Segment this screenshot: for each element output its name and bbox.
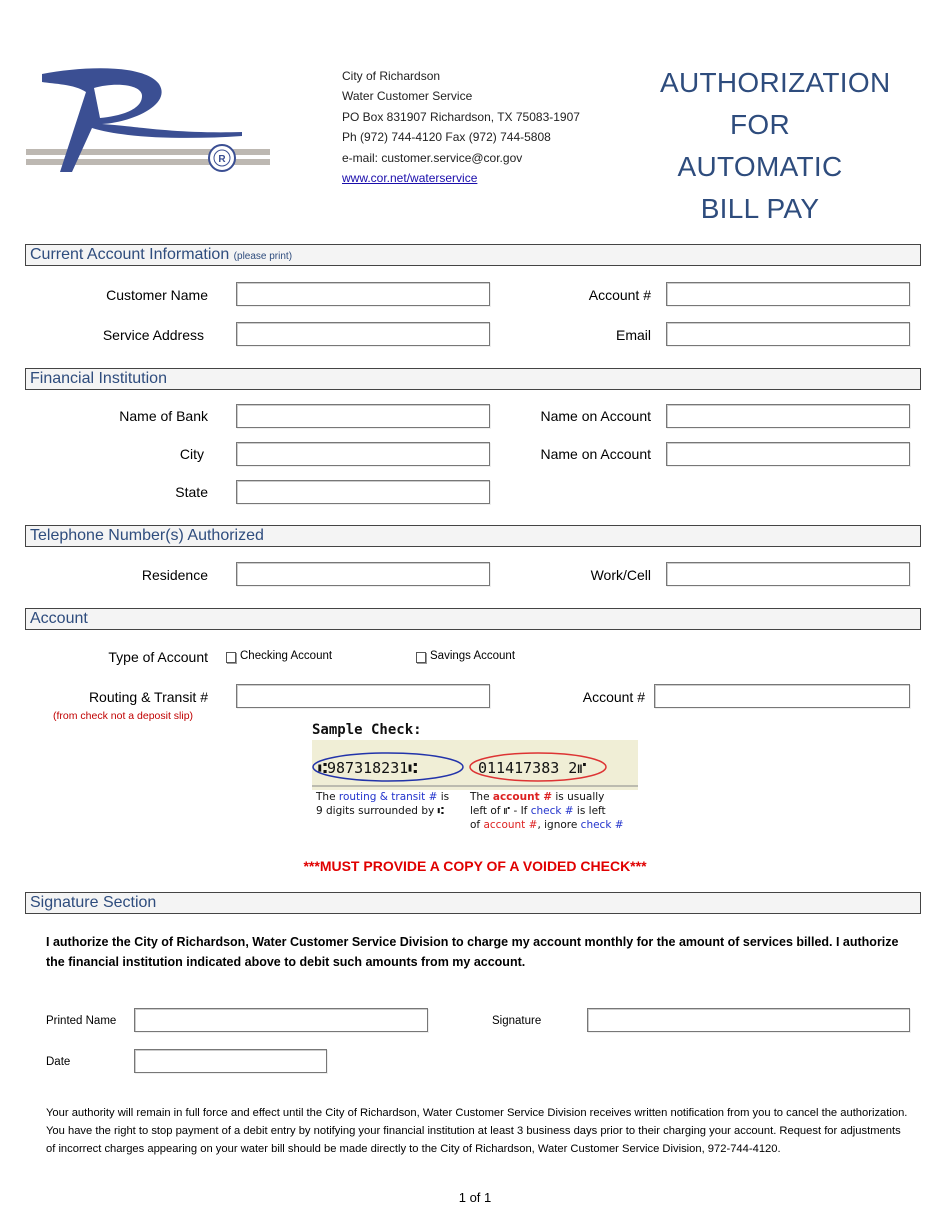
name-on-account-label-2: Name on Account xyxy=(540,446,651,462)
section-signature xyxy=(25,892,921,914)
signature-label: Signature xyxy=(492,1015,542,1027)
account-caption-2: left of ⑈ - If check # is left xyxy=(470,805,606,817)
email-label: Email xyxy=(615,327,651,343)
svg-text:R: R xyxy=(218,154,226,165)
name-on-account-input-1[interactable] xyxy=(666,404,910,428)
section-telephone-title: Telephone Number(s) Authorized xyxy=(30,527,264,544)
form-title xyxy=(660,62,891,230)
state-input[interactable] xyxy=(236,480,490,504)
voided-check-warning: ***MUST PROVIDE A COPY OF A VOIDED CHECK*** xyxy=(303,858,647,874)
please-print-note: (please print) xyxy=(233,251,293,262)
checking-account-label: Checking Account xyxy=(240,650,333,662)
email-address: e-mail: customer.service@cor.gov xyxy=(342,150,523,165)
bank-name-input[interactable] xyxy=(236,404,490,428)
routing-caption-2: 9 digits surrounded by ⑆ xyxy=(316,805,444,817)
city-of-richardson-logo xyxy=(24,62,274,177)
website-link[interactable]: www.cor.net/waterservice xyxy=(342,171,478,186)
section-current-account-title: Current Account Information xyxy=(30,246,230,263)
title-line-2: FOR AUTOMATIC xyxy=(677,109,843,182)
sample-check-image xyxy=(310,720,640,835)
state-label: State xyxy=(175,484,208,500)
bank-account-number-input[interactable] xyxy=(654,684,910,708)
authorization-statement: I authorize the City of Richardson, Water Customer Service Division to charge my account monthly for the amount of services billed. I authorize the financial institution indicated above to debit such amounts from my account. xyxy=(46,935,899,969)
account-number-label: Account # xyxy=(588,287,651,303)
routing-transit-label: Routing & Transit # xyxy=(88,689,208,705)
mailing-address: PO Box 831907 Richardson, TX 75083-1907 xyxy=(342,109,580,124)
service-address-label: Service Address xyxy=(102,327,204,343)
city-input[interactable] xyxy=(236,442,490,466)
customer-name-input[interactable] xyxy=(236,282,490,306)
date-input[interactable] xyxy=(134,1049,327,1073)
section-financial-title: Financial Institution xyxy=(30,370,167,387)
title-line-1: AUTHORIZATION xyxy=(660,67,891,98)
residence-phone-input[interactable] xyxy=(236,562,490,586)
title-line-3: BILL PAY xyxy=(700,193,820,224)
account-caption-3: of account #, ignore check # xyxy=(470,819,624,831)
printed-name-input[interactable] xyxy=(134,1008,428,1032)
terms-footer: Your authority will remain in full force and effect until the City of Richardson, Water Customer Service Division receives written notification from you to cancel the authorization. You have the right to stop payment of a debit entry by notifying your financial institution at least 3 business days prior to their charging your account. Request for adjustments of incorrect charges appearing on your water bill should be made directly to the City of Richardson, Water Customer Service Division, 972-744-4120. xyxy=(46,1107,908,1155)
bank-name-label: Name of Bank xyxy=(119,408,208,424)
section-account-title: Account xyxy=(30,610,88,627)
sample-check-title: Sample Check: xyxy=(312,722,422,738)
page-number: 1 of 1 xyxy=(458,1190,492,1205)
bank-account-number-label: Account # xyxy=(582,689,645,705)
section-signature-title: Signature Section xyxy=(30,894,157,911)
type-of-account-label: Type of Account xyxy=(108,649,208,665)
checking-account-checkbox[interactable] xyxy=(226,652,236,663)
routing-note: (from check not a deposit slip) xyxy=(53,710,194,722)
work-cell-phone-input[interactable] xyxy=(666,562,910,586)
section-financial-institution xyxy=(25,368,921,390)
savings-account-checkbox[interactable] xyxy=(416,652,426,663)
city-label: City xyxy=(179,446,204,462)
phone-fax: Ph (972) 744-4120 Fax (972) 744-5808 xyxy=(342,130,551,145)
contact-block xyxy=(342,66,580,188)
account-number-input[interactable] xyxy=(666,282,910,306)
section-telephone xyxy=(25,525,921,547)
section-account xyxy=(25,608,921,630)
routing-digits: ⑆987318231⑆ xyxy=(318,759,418,777)
department: Water Customer Service xyxy=(342,89,473,104)
savings-account-label: Savings Account xyxy=(430,650,516,662)
work-cell-label: Work/Cell xyxy=(590,567,651,583)
signature-input[interactable] xyxy=(587,1008,910,1032)
routing-transit-input[interactable] xyxy=(236,684,490,708)
name-on-account-input-2[interactable] xyxy=(666,442,910,466)
section-current-account xyxy=(25,244,921,266)
org-name: City of Richardson xyxy=(342,69,441,83)
account-caption-1: The account # is usually xyxy=(470,791,605,803)
account-digits: 011417383 2⑈ xyxy=(478,759,587,777)
date-label: Date xyxy=(46,1056,71,1068)
service-address-input[interactable] xyxy=(236,322,490,346)
residence-label: Residence xyxy=(141,567,208,583)
printed-name-label: Printed Name xyxy=(46,1015,117,1027)
customer-name-label: Customer Name xyxy=(106,287,208,303)
email-input[interactable] xyxy=(666,322,910,346)
name-on-account-label-1: Name on Account xyxy=(540,408,651,424)
routing-caption-1: The routing & transit # is xyxy=(316,791,450,803)
